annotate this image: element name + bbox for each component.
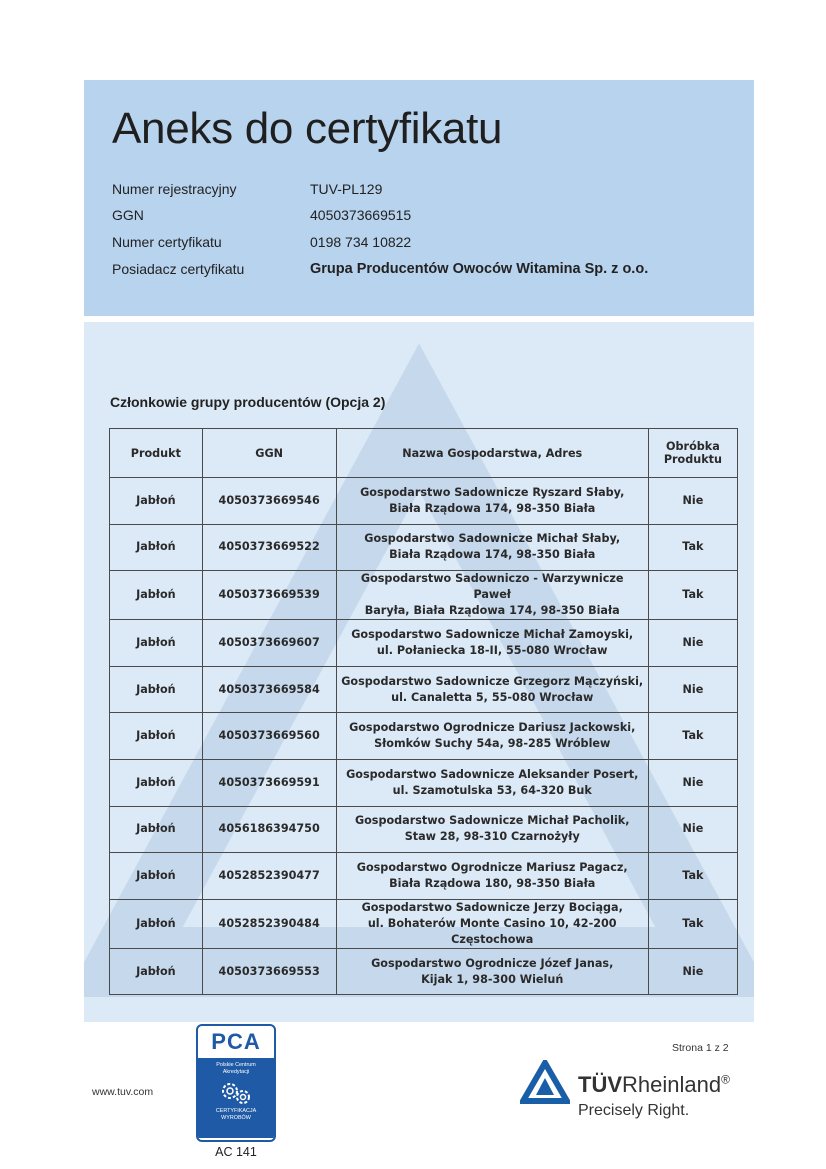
cell-processing: Tak bbox=[648, 524, 737, 571]
pca-line3: CERTYFIKACJA bbox=[215, 1108, 257, 1114]
info-value-holder: Grupa Producentów Owoców Witamina Sp. z o.o. bbox=[310, 261, 649, 277]
cell-processing: Tak bbox=[648, 713, 737, 760]
cell-ggn: 4056186394750 bbox=[202, 806, 336, 853]
cell-product: Jabłoń bbox=[110, 853, 203, 900]
table-row bbox=[110, 620, 738, 667]
gears-icon bbox=[219, 1080, 253, 1106]
tuv-brand-rest: Rheinland bbox=[622, 1072, 722, 1097]
info-value: TUV-PL129 bbox=[310, 181, 383, 197]
section-title: Członkowie grupy producentów (Opcja 2) bbox=[110, 394, 386, 410]
tuv-slogan: Precisely Right. bbox=[578, 1102, 690, 1119]
page-title: Aneks do certyfikatu bbox=[112, 104, 503, 153]
name-line: Gospodarstwo Ogrodnicze Mariusz Pagacz, bbox=[356, 860, 628, 874]
header-name: Nazwa Gospodarstwa, Adres bbox=[336, 429, 648, 478]
pca-logo-text bbox=[198, 1058, 274, 1138]
address-line: ul. Canaletta 5, 55-080 Wrocław bbox=[391, 690, 594, 704]
table-row bbox=[110, 853, 738, 900]
info-label: Numer certyfikatu bbox=[112, 234, 222, 250]
cell-name-address bbox=[336, 524, 648, 571]
cell-product: Jabłoń bbox=[110, 899, 203, 948]
name-line: Gospodarstwo Sadownicze Michał Zamoyski, bbox=[351, 627, 634, 641]
table-row bbox=[110, 948, 738, 995]
cell-ggn: 4050373669546 bbox=[202, 478, 336, 525]
address-line: Biała Rządowa 174, 98-350 Biała bbox=[389, 548, 596, 562]
cell-processing: Nie bbox=[648, 478, 737, 525]
name-line: Gospodarstwo Ogrodnicze Dariusz Jackowski, bbox=[349, 721, 636, 735]
table-row bbox=[110, 713, 738, 760]
cell-product: Jabłoń bbox=[110, 759, 203, 806]
cell-processing: Tak bbox=[648, 853, 737, 900]
cell-processing: Nie bbox=[648, 759, 737, 806]
table-row bbox=[110, 806, 738, 853]
info-label: Posiadacz certyfikatu bbox=[112, 261, 245, 277]
address-line: Staw 28, 98-310 Czarnożyły bbox=[404, 830, 580, 844]
cell-processing: Nie bbox=[648, 666, 737, 713]
cell-processing: Tak bbox=[648, 899, 737, 948]
info-label: Numer rejestracyjny bbox=[112, 181, 237, 197]
cell-product: Jabłoń bbox=[110, 713, 203, 760]
members-table bbox=[109, 428, 738, 995]
table-header-row bbox=[110, 429, 738, 478]
address-line: ul. Bohaterów Monte Casino 10, 42-200 Częstochowa bbox=[367, 916, 617, 946]
tuv-triangle-icon bbox=[520, 1060, 570, 1104]
cell-ggn: 4050373669553 bbox=[202, 948, 336, 995]
cell-product: Jabłoń bbox=[110, 478, 203, 525]
name-line: Gospodarstwo Sadownicze Michał Słaby, bbox=[364, 532, 621, 546]
cell-name-address bbox=[336, 666, 648, 713]
pca-line4: WYROBÓW bbox=[221, 1115, 251, 1121]
cell-product: Jabłoń bbox=[110, 806, 203, 853]
table-row bbox=[110, 666, 738, 713]
address-line: Biała Rządowa 174, 98-350 Biała bbox=[389, 501, 596, 515]
cell-product: Jabłoń bbox=[110, 620, 203, 667]
header-processing bbox=[648, 429, 737, 478]
cell-processing: Nie bbox=[648, 806, 737, 853]
cell-processing: Tak bbox=[648, 571, 737, 620]
pca-line1: Polskie Centrum bbox=[216, 1062, 256, 1068]
cell-product: Jabłoń bbox=[110, 948, 203, 995]
info-value: 4050373669515 bbox=[310, 207, 412, 223]
table-row bbox=[110, 759, 738, 806]
pca-abbr: PCA bbox=[211, 1029, 261, 1054]
address-line: Słomków Suchy 54a, 98-285 Wróblew bbox=[374, 737, 611, 751]
cell-ggn: 4052852390477 bbox=[202, 853, 336, 900]
name-line: Gospodarstwo Ogrodnicze Józef Janas, bbox=[371, 956, 614, 970]
name-line: Gospodarstwo Sadownicze Grzegorz Mączyński, bbox=[341, 674, 644, 688]
cell-product: Jabłoń bbox=[110, 666, 203, 713]
name-line: Gospodarstwo Sadownicze Jerzy Bociąga, bbox=[361, 900, 623, 914]
tuv-brand-mark: ® bbox=[721, 1072, 730, 1087]
table-row bbox=[110, 899, 738, 948]
cell-name-address bbox=[336, 853, 648, 900]
page-number: Strona 1 z 2 bbox=[672, 1042, 729, 1054]
header-processing-line2: Produktu bbox=[663, 453, 722, 466]
table-row bbox=[110, 524, 738, 571]
header-product: Produkt bbox=[110, 429, 203, 478]
pca-line2: Akredytacji bbox=[222, 1069, 250, 1075]
cell-product: Jabłoń bbox=[110, 571, 203, 620]
cell-ggn: 4050373669522 bbox=[202, 524, 336, 571]
cell-name-address bbox=[336, 478, 648, 525]
address-line: ul. Połaniecka 18-II, 55-080 Wrocław bbox=[376, 643, 608, 657]
cell-name-address bbox=[336, 806, 648, 853]
cell-processing: Nie bbox=[648, 620, 737, 667]
cell-ggn: 4050373669539 bbox=[202, 571, 336, 620]
cell-processing: Nie bbox=[648, 948, 737, 995]
address-line: Biała Rządowa 180, 98-350 Biała bbox=[389, 876, 596, 890]
cell-name-address bbox=[336, 899, 648, 948]
cell-name-address bbox=[336, 948, 648, 995]
cell-name-address bbox=[336, 713, 648, 760]
table-row bbox=[110, 478, 738, 525]
cell-name-address bbox=[336, 571, 648, 620]
cell-ggn: 4052852390484 bbox=[202, 899, 336, 948]
cell-name-address bbox=[336, 620, 648, 667]
info-value: 0198 734 10822 bbox=[310, 234, 412, 250]
address-line: Baryła, Biała Rządowa 174, 98-350 Biała bbox=[364, 604, 620, 618]
name-line: Gospodarstwo Sadownicze Michał Pacholik, bbox=[354, 814, 630, 828]
website-url[interactable]: www.tuv.com bbox=[92, 1086, 154, 1098]
address-line: Kijak 1, 98-300 Wieluń bbox=[421, 972, 564, 986]
header-processing-line1: Obróbka bbox=[666, 440, 720, 453]
tuv-brand bbox=[578, 1072, 730, 1098]
pca-logo bbox=[196, 1024, 276, 1142]
cell-ggn: 4050373669560 bbox=[202, 713, 336, 760]
cell-name-address bbox=[336, 759, 648, 806]
name-line: Gospodarstwo Sadownicze Ryszard Słaby, bbox=[360, 485, 625, 499]
accreditation-code: AC 141 bbox=[215, 1145, 257, 1159]
tuv-brand-bold: TÜV bbox=[578, 1072, 622, 1097]
cell-product: Jabłoń bbox=[110, 524, 203, 571]
cell-ggn: 4050373669607 bbox=[202, 620, 336, 667]
info-label: GGN bbox=[112, 207, 144, 223]
cell-ggn: 4050373669591 bbox=[202, 759, 336, 806]
header-ggn: GGN bbox=[202, 429, 336, 478]
table-row bbox=[110, 571, 738, 620]
address-line: ul. Szamotulska 53, 64-320 Buk bbox=[392, 783, 592, 797]
cell-ggn: 4050373669584 bbox=[202, 666, 336, 713]
name-line: Gospodarstwo Sadownicze Aleksander Posert, bbox=[346, 767, 639, 781]
name-line: Gospodarstwo Sadowniczo - Warzywnicze Paweł bbox=[360, 572, 624, 602]
